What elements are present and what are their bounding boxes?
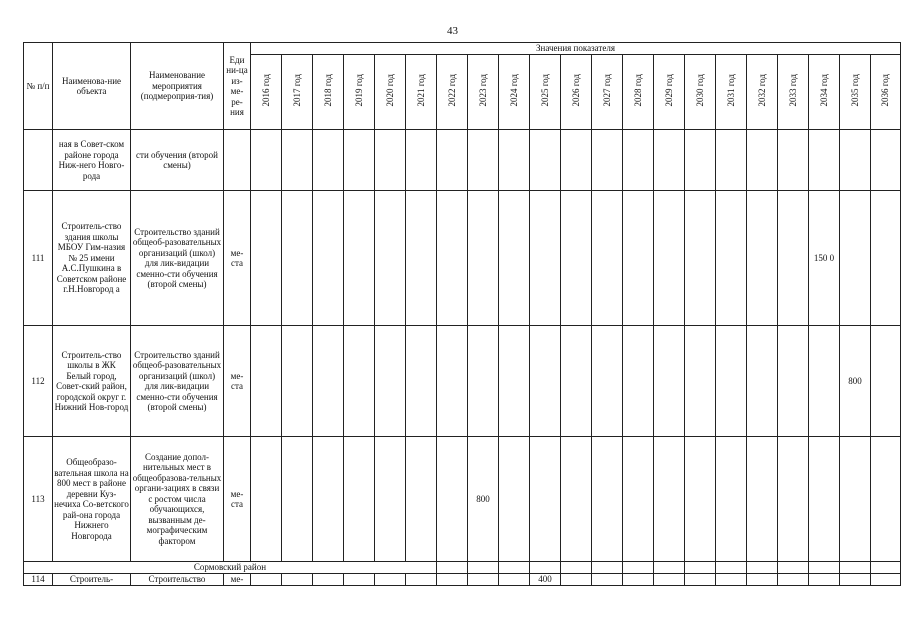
year-header	[840, 55, 871, 130]
cell-value	[251, 437, 282, 562]
cell-value	[871, 191, 901, 326]
cell-value	[561, 130, 592, 191]
cell-value	[685, 191, 716, 326]
year-header	[561, 55, 592, 130]
cell-value	[592, 437, 623, 562]
table-row	[24, 326, 901, 437]
table-row	[24, 191, 901, 326]
cell-value	[530, 191, 561, 326]
cell-value	[716, 326, 747, 437]
cell-value	[561, 437, 592, 562]
cell-value	[344, 326, 375, 437]
year-header	[871, 55, 901, 130]
cell-value	[840, 437, 871, 562]
cell-value	[406, 130, 437, 191]
cell-value	[313, 130, 344, 191]
cell-value	[871, 326, 901, 437]
year-label: 2031 год	[725, 74, 736, 108]
cell-value	[716, 437, 747, 562]
cell-num: 114	[24, 573, 53, 585]
cell-value	[499, 130, 530, 191]
page-number: 43	[447, 25, 458, 37]
cell-object: ная в Совет-ском районе города Ниж-него Новго-рода	[53, 130, 131, 191]
year-label: 2034 год	[818, 74, 829, 108]
cell-value	[313, 573, 344, 585]
cell-value	[654, 573, 685, 585]
cell-value	[282, 437, 313, 562]
cell-unit: ме-ста	[224, 326, 251, 437]
year-header	[344, 55, 375, 130]
cell-value	[406, 326, 437, 437]
cell-value	[778, 326, 809, 437]
year-label: 2021 год	[415, 74, 426, 108]
cell-value	[437, 573, 468, 585]
cell-value	[530, 130, 561, 191]
cell-value	[778, 191, 809, 326]
cell-value	[437, 437, 468, 562]
table-row	[24, 130, 901, 191]
year-label: 2024 год	[508, 74, 519, 108]
year-header	[437, 55, 468, 130]
cell-event: Строительство	[131, 573, 224, 585]
district-row	[24, 562, 901, 574]
cell-value	[747, 130, 778, 191]
cell-object: Строитель-ство здания школы МБОУ Гим-назия № 25 имени А.С.Пушкина в Советском районе г.Н.Новгород а	[53, 191, 131, 326]
year-label: 2023 год	[477, 74, 488, 108]
cell-value	[716, 191, 747, 326]
year-header	[499, 55, 530, 130]
cell-value: 800	[840, 326, 871, 437]
year-label: 2032 год	[756, 74, 767, 108]
cell-value	[499, 326, 530, 437]
cell-value	[375, 573, 406, 585]
cell-value	[685, 326, 716, 437]
cell-value	[623, 326, 654, 437]
table-row	[24, 437, 901, 562]
cell-value	[375, 326, 406, 437]
cell-value	[747, 191, 778, 326]
year-label: 2017 год	[291, 74, 302, 108]
cell-event: сти обучения (второй смены)	[131, 130, 224, 191]
cell-value	[716, 130, 747, 191]
year-label: 2030 год	[694, 74, 705, 108]
cell-value: 800	[468, 437, 499, 562]
cell-value	[871, 573, 901, 585]
year-header	[685, 55, 716, 130]
year-label: 2022 год	[446, 74, 457, 108]
cell-unit: ме-	[224, 573, 251, 585]
year-header	[809, 55, 840, 130]
cell-value	[282, 130, 313, 191]
year-header	[592, 55, 623, 130]
cell-value	[623, 437, 654, 562]
cell-value	[623, 130, 654, 191]
cell-value	[592, 130, 623, 191]
cell-num: 111	[24, 191, 53, 326]
cell-value	[468, 191, 499, 326]
district-label: Сормовский район	[24, 562, 437, 574]
year-label: 2027 год	[601, 74, 612, 108]
cell-value	[406, 437, 437, 562]
cell-value	[375, 130, 406, 191]
year-label: 2036 год	[880, 74, 891, 108]
cell-value	[654, 191, 685, 326]
header-indicator-values: Значения показателя	[251, 43, 901, 55]
cell-value	[344, 191, 375, 326]
year-header	[716, 55, 747, 130]
cell-value	[840, 130, 871, 191]
cell-value	[499, 191, 530, 326]
cell-value	[344, 573, 375, 585]
year-label: 2026 год	[570, 74, 581, 108]
cell-value	[623, 573, 654, 585]
year-header	[313, 55, 344, 130]
cell-value	[406, 573, 437, 585]
cell-event: Строительство зданий общеоб-разовательных организаций (школ) для лик-видации сменно-сти обучения (второй смены)	[131, 326, 224, 437]
year-label: 2025 год	[539, 74, 550, 108]
cell-object: Общеобразо-вательная школа на 800 мест в районе деревни Куз-нечиха Со-ветского рай-она города Нижнего Новгорода	[53, 437, 131, 562]
cell-value	[592, 573, 623, 585]
cell-value: 150 0	[809, 191, 840, 326]
cell-value	[282, 573, 313, 585]
year-label: 2016 год	[260, 74, 271, 108]
cell-value	[747, 573, 778, 585]
cell-value	[840, 573, 871, 585]
cell-event: Строительство зданий общеоб-разовательных организаций (школ) для лик-видации сменно-сти обучения (второй смены)	[131, 191, 224, 326]
header-object: Наименова-ние объекта	[53, 43, 131, 130]
cell-value	[685, 437, 716, 562]
cell-unit	[224, 130, 251, 191]
cell-value	[468, 326, 499, 437]
cell-value	[561, 326, 592, 437]
year-header	[778, 55, 809, 130]
cell-value	[468, 573, 499, 585]
cell-value	[251, 326, 282, 437]
cell-object: Строитель-	[53, 573, 131, 585]
cell-value	[499, 573, 530, 585]
cell-value	[623, 191, 654, 326]
cell-value	[344, 130, 375, 191]
year-header	[406, 55, 437, 130]
year-header	[251, 55, 282, 130]
cell-value	[499, 437, 530, 562]
cell-value	[685, 130, 716, 191]
cell-value: 400	[530, 573, 561, 585]
cell-value	[809, 573, 840, 585]
cell-value	[871, 437, 901, 562]
year-label: 2019 год	[353, 74, 364, 108]
cell-value	[592, 191, 623, 326]
cell-value	[251, 191, 282, 326]
year-header	[654, 55, 685, 130]
header-event: Наименование мероприятия (подмероприя-тия)	[131, 43, 224, 130]
cell-value	[530, 326, 561, 437]
header-unit: Еди ни-ца из-ме-ре-ния	[224, 43, 251, 130]
cell-value	[685, 573, 716, 585]
year-header	[623, 55, 654, 130]
year-label: 2029 год	[663, 74, 674, 108]
cell-value	[778, 573, 809, 585]
year-label: 2028 год	[632, 74, 643, 108]
indicator-table	[23, 42, 901, 586]
year-header	[375, 55, 406, 130]
table-row-partial	[24, 573, 901, 585]
cell-value	[778, 130, 809, 191]
cell-value	[809, 326, 840, 437]
cell-num: 112	[24, 326, 53, 437]
cell-value	[375, 191, 406, 326]
cell-value	[344, 437, 375, 562]
year-header	[282, 55, 313, 130]
year-label: 2035 год	[849, 74, 860, 108]
cell-value	[871, 130, 901, 191]
year-header	[530, 55, 561, 130]
cell-value	[809, 437, 840, 562]
year-header	[468, 55, 499, 130]
cell-num: 113	[24, 437, 53, 562]
cell-value	[716, 573, 747, 585]
cell-unit: ме-ста	[224, 191, 251, 326]
cell-value	[251, 130, 282, 191]
cell-value	[654, 326, 685, 437]
year-header	[747, 55, 778, 130]
cell-value	[654, 130, 685, 191]
cell-num	[24, 130, 53, 191]
cell-value	[375, 437, 406, 562]
cell-value	[654, 437, 685, 562]
cell-value	[437, 191, 468, 326]
header-num: № п/п	[24, 43, 53, 130]
cell-value	[809, 130, 840, 191]
cell-event: Создание допол-нительных мест в общеобразова-тельных органи-зациях в связи с ростом числа обучающихся, вызванным де-мографическим фактором	[131, 437, 224, 562]
cell-value	[313, 191, 344, 326]
cell-value	[530, 437, 561, 562]
cell-value	[468, 130, 499, 191]
cell-value	[561, 191, 592, 326]
cell-value	[251, 573, 282, 585]
cell-value	[747, 326, 778, 437]
cell-value	[437, 326, 468, 437]
cell-value	[313, 437, 344, 562]
year-label: 2018 год	[322, 74, 333, 108]
cell-value	[313, 326, 344, 437]
cell-object: Строитель-ство школы в ЖК Белый город, Совет-ский район, городской округ г. Нижний Нов-город	[53, 326, 131, 437]
cell-value	[592, 326, 623, 437]
cell-value	[840, 191, 871, 326]
cell-value	[437, 130, 468, 191]
cell-value	[747, 437, 778, 562]
cell-value	[778, 437, 809, 562]
cell-value	[282, 191, 313, 326]
cell-value	[561, 573, 592, 585]
cell-value	[282, 326, 313, 437]
year-label: 2020 год	[384, 74, 395, 108]
cell-unit: ме-ста	[224, 437, 251, 562]
year-label: 2033 год	[787, 74, 798, 108]
cell-value	[406, 191, 437, 326]
